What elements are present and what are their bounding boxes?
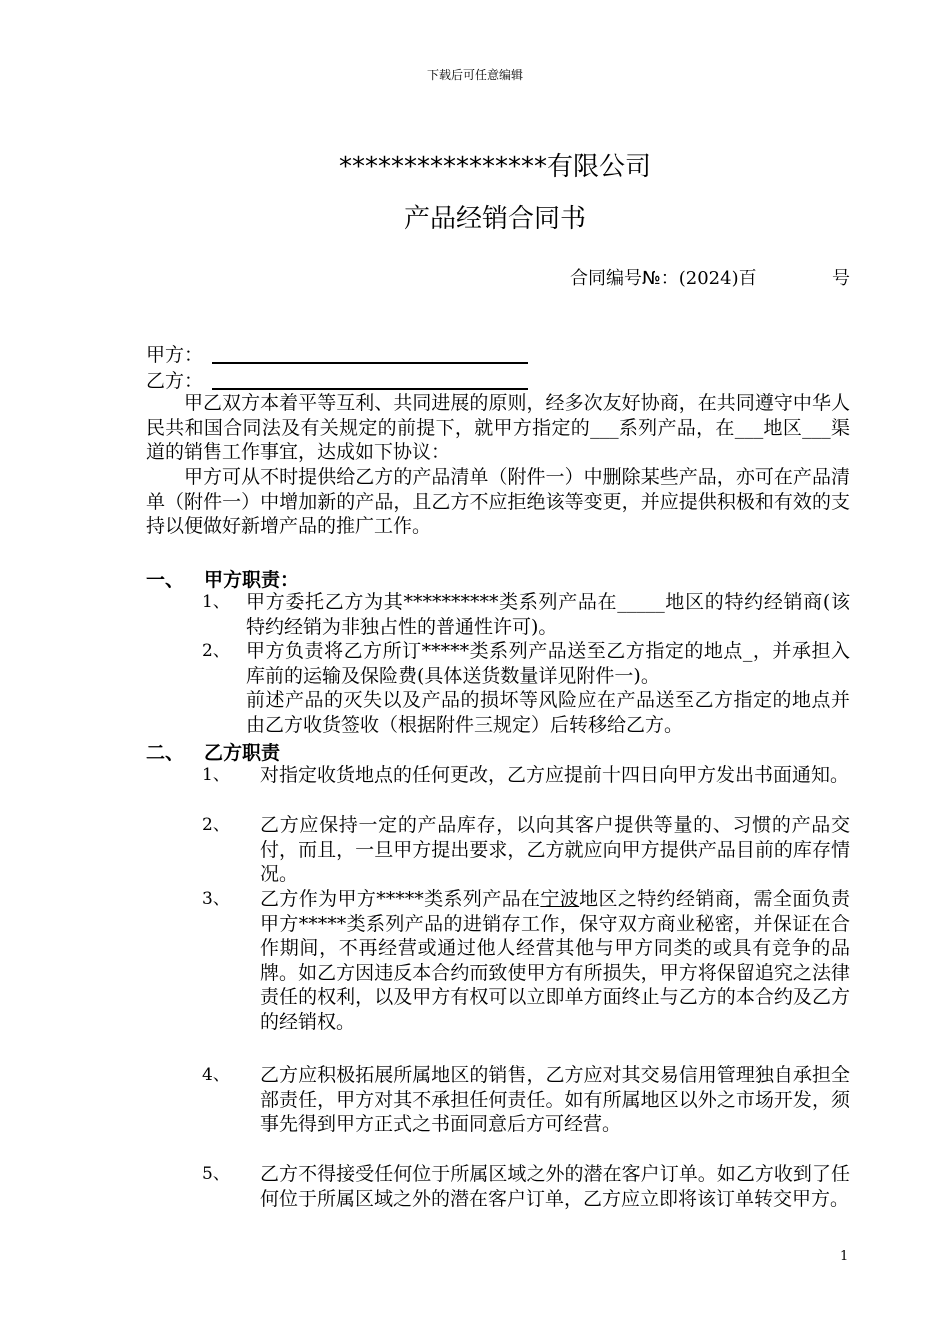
party-b-blank [212,388,528,390]
section-1-heading [146,565,300,592]
section-2-item-1-text: 对指定收货地点的任何更改，乙方应提前十四日向甲方发出书面通知。 [260,764,850,786]
party-b-line [146,366,203,393]
section-2-item-4-number: 4、 [202,1065,230,1085]
section-2-item-5-number: 5、 [202,1164,230,1184]
document-title: 产品经销合同书 [403,204,586,234]
header-note: 下载后可任意编辑 [426,68,523,82]
section-2-item-3-text: 乙方作为甲方*****类系列产品在宁波地区之特约经销商，需全面负责甲方*****类系列产品的进销存工作，保守双方商业秘密，并保证在合作期间，不再经营或通过他人经营其他与甲方同类的或具有竞争的品牌。如乙方因违反本合约而致使甲方有所损失，甲方将保留追究之法律责任的权利，以及甲方有权可以立即单方面终止与乙方的本合约及乙方的经销权。 [260,888,850,1033]
page-number: 1 [840,1249,849,1264]
section-2-item-5-text: 乙方不得接受任何位于所属区域之外的潜在客户订单。如乙方收到了任何位于所属区域之外的潜在客户订单，乙方应立即将该订单转交甲方。 [260,1163,850,1210]
contract-number-label: 合同编号№： [570,268,679,289]
section-2-item-3-number: 3、 [202,889,230,909]
section-1-number: 一、 [146,569,185,591]
section-2-item-2-number: 2、 [202,815,230,835]
contract-number [570,264,850,290]
party-b-label: 乙方： [146,370,204,392]
section-2-number: 二、 [146,742,185,764]
section-2-title: 乙方职责 [204,742,281,764]
party-a-line [146,340,203,367]
intro-paragraph-1: 甲乙双方本着平等互利、共同进展的原则，经多次友好协商，在共同遵守中华人民共和国合同法及有关规定的前提下，就甲方指定的___系列产品，在___地区___渠道的销售工作事宜，达成如下协议： [146,392,850,463]
section-1-item-1-text: 甲方委托乙方为其**********类系列产品在_____地区的特约经销商(该特约经销为非独占性的普通性许可)。 [246,591,850,638]
section-1-item-1-number: 1、 [202,592,230,612]
region-name: 宁波 [540,888,580,910]
contract-number-value: (2024)百 [678,268,757,289]
company-title: ****************有限公司 [338,152,651,182]
section-2-item-2-text: 乙方应保持一定的产品库存，以向其客户提供等量的、习惯的产品交付，而且，一旦甲方提出要求，乙方就应向甲方提供产品目前的库存情况。 [260,814,850,885]
section-2-item-1-number: 1、 [202,765,230,785]
party-a-label: 甲方： [146,344,204,366]
section-1-item-2-text: 甲方负责将乙方所订*****类系列产品送至乙方指定的地点_，并承担入库前的运输及保险费(具体送货数量详见附件一)。 [246,640,850,687]
section-2-heading [146,738,281,765]
section-1-title: 甲方职责： [204,569,300,591]
contract-number-suffix: 号 [832,268,850,289]
section-1-item-2-number: 2、 [202,641,230,661]
section-1-note: 前述产品的灭失以及产品的损坏等风险应在产品送至乙方指定的地点并由乙方收货签收（根据附件三规定）后转移给乙方。 [246,689,850,736]
intro-paragraph-2: 甲方可从不时提供给乙方的产品清单（附件一）中删除某些产品，亦可在产品清单（附件一）中增加新的产品，且乙方不应拒绝该等变更，并应提供积极和有效的支持以便做好新增产品的推广工作。 [146,466,850,537]
section-2-item-4-text: 乙方应积极拓展所属地区的销售，乙方应对其交易信用管理独自承担全部责任，甲方对其不承担任何责任。如有所属地区以外之市场开发，须事先得到甲方正式之书面同意后方可经营。 [260,1064,850,1135]
party-a-blank [212,362,528,364]
